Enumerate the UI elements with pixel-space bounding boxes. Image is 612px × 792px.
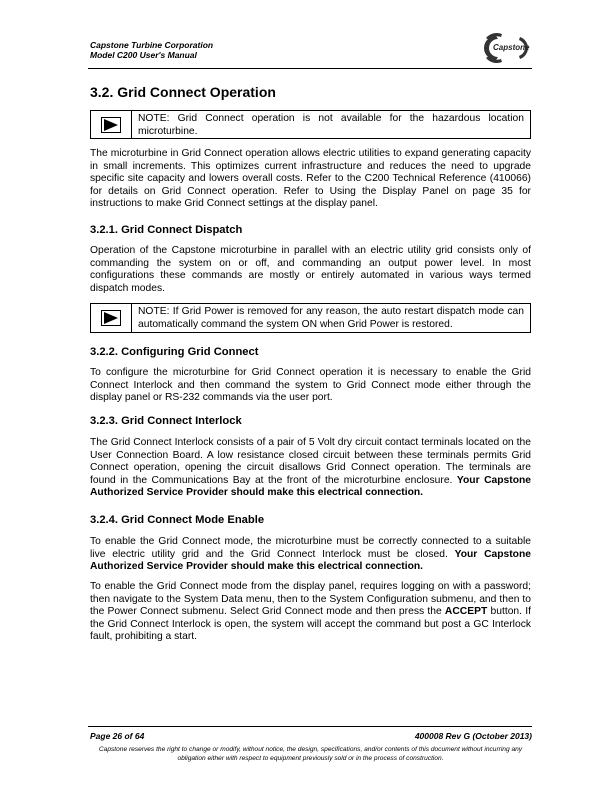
mode-enable-text-b: button. If the Grid Connect Interlock is open, the system will accept the command but post a GC Interlock fault, prohibiting a start. — [90, 606, 531, 643]
subsection-title-interlock: 3.2.3. Grid Connect Interlock — [90, 415, 242, 427]
intro-paragraph: The microturbine in Grid Connect operation allows electric utilities to expand generating capacity in small increments. This optimizes current infrastructure and reduces the need to upgrade specific site capacity and lowers overall costs. Refer to the C200 Technical Reference (410066) for details on Grid Connect operation. Refer to Using the Display Panel on page 35 for instructions to make Grid Connect settings at the display panel. — [90, 148, 531, 210]
mode-enable-warning: Your Capstone Authorized Service Provider should make this electrical connection. — [90, 548, 531, 573]
logo-wordmark: Capstone — [493, 43, 530, 52]
document-header — [90, 40, 213, 60]
footer-divider — [88, 726, 532, 727]
subsection-title-dispatch: 3.2.1. Grid Connect Dispatch — [90, 224, 243, 236]
interlock-text: The Grid Connect Interlock consists of a pair of 5 Volt dry circuit contact terminals located on the User Connection Board. A low resistance closed circuit between these terminals permits Grid Connect operation, opening the circuit disallows Grid Connect operation. The terminals are found in the Communications Bay at the front of the microturbine enclosure. — [90, 437, 531, 486]
note-icon-cell — [91, 111, 132, 138]
interlock-warning: Your Capstone Authorized Service Provider should make this electrical connection. — [90, 474, 531, 499]
subsection-title-configuring: 3.2.2. Configuring Grid Connect — [90, 346, 259, 358]
note-arrow-icon — [101, 117, 121, 133]
note-box — [90, 110, 531, 139]
mode-enable-paragraph-2 — [90, 581, 531, 644]
capstone-logo — [476, 30, 540, 66]
note-arrow-icon — [101, 310, 121, 326]
document-revision: 400008 Rev G (October 2013) — [414, 731, 532, 741]
note-box-dispatch — [90, 303, 531, 333]
mode-enable-text-a: To enable the Grid Connect mode from the display panel, requires logging on with a password; then navigate to the System Data menu, then to the System Configuration submenu, and then to the Power Connect submenu. Select Grid Connect mode and then press the — [90, 581, 531, 618]
accept-keyword: ACCEPT — [444, 606, 488, 618]
interlock-paragraph — [90, 437, 531, 500]
configuring-paragraph: To configure the microturbine for Grid Connect operation it is necessary to enable the Grid Connect Interlock and then command the system to Grid Connect mode either through the display panel or RS-232 commands via the user port. — [90, 367, 531, 404]
page-number: Page 26 of 64 — [90, 731, 145, 741]
footer-disclaimer: Capstone reserves the right to change or modify, without notice, the design, specifications, and/or contents of this document without incurring any obligation either with respect to equipment previously sold or in the process of construction. — [98, 746, 523, 762]
note-text: NOTE: If Grid Power is removed for any reason, the auto restart dispatch mode can automatically command the system ON when Grid Power is restored. — [138, 306, 524, 330]
mode-enable-paragraph-1 — [90, 536, 531, 574]
note-icon-cell — [91, 304, 132, 332]
subsection-title-mode-enable: 3.2.4. Grid Connect Mode Enable — [90, 514, 265, 526]
section-title: 3.2. Grid Connect Operation — [90, 84, 276, 100]
header-divider — [88, 68, 532, 69]
company-name: Capstone Turbine Corporation — [90, 40, 214, 50]
mode-enable-text: To enable the Grid Connect mode, the microturbine must be correctly connected to a suitable live electric utility grid and the Grid Connect Interlock must be closed. — [90, 536, 531, 560]
manual-title: Model C200 User's Manual — [90, 50, 197, 60]
dispatch-paragraph: Operation of the Capstone microturbine in parallel with an electric utility grid consists only of commanding the system on or off, and commanding an output power level. In most configurations these commands are mostly or entirely automated in various ways termed dispatch modes. — [90, 245, 531, 294]
note-text: NOTE: Grid Connect operation is not available for the hazardous location microturbine. — [138, 113, 524, 137]
